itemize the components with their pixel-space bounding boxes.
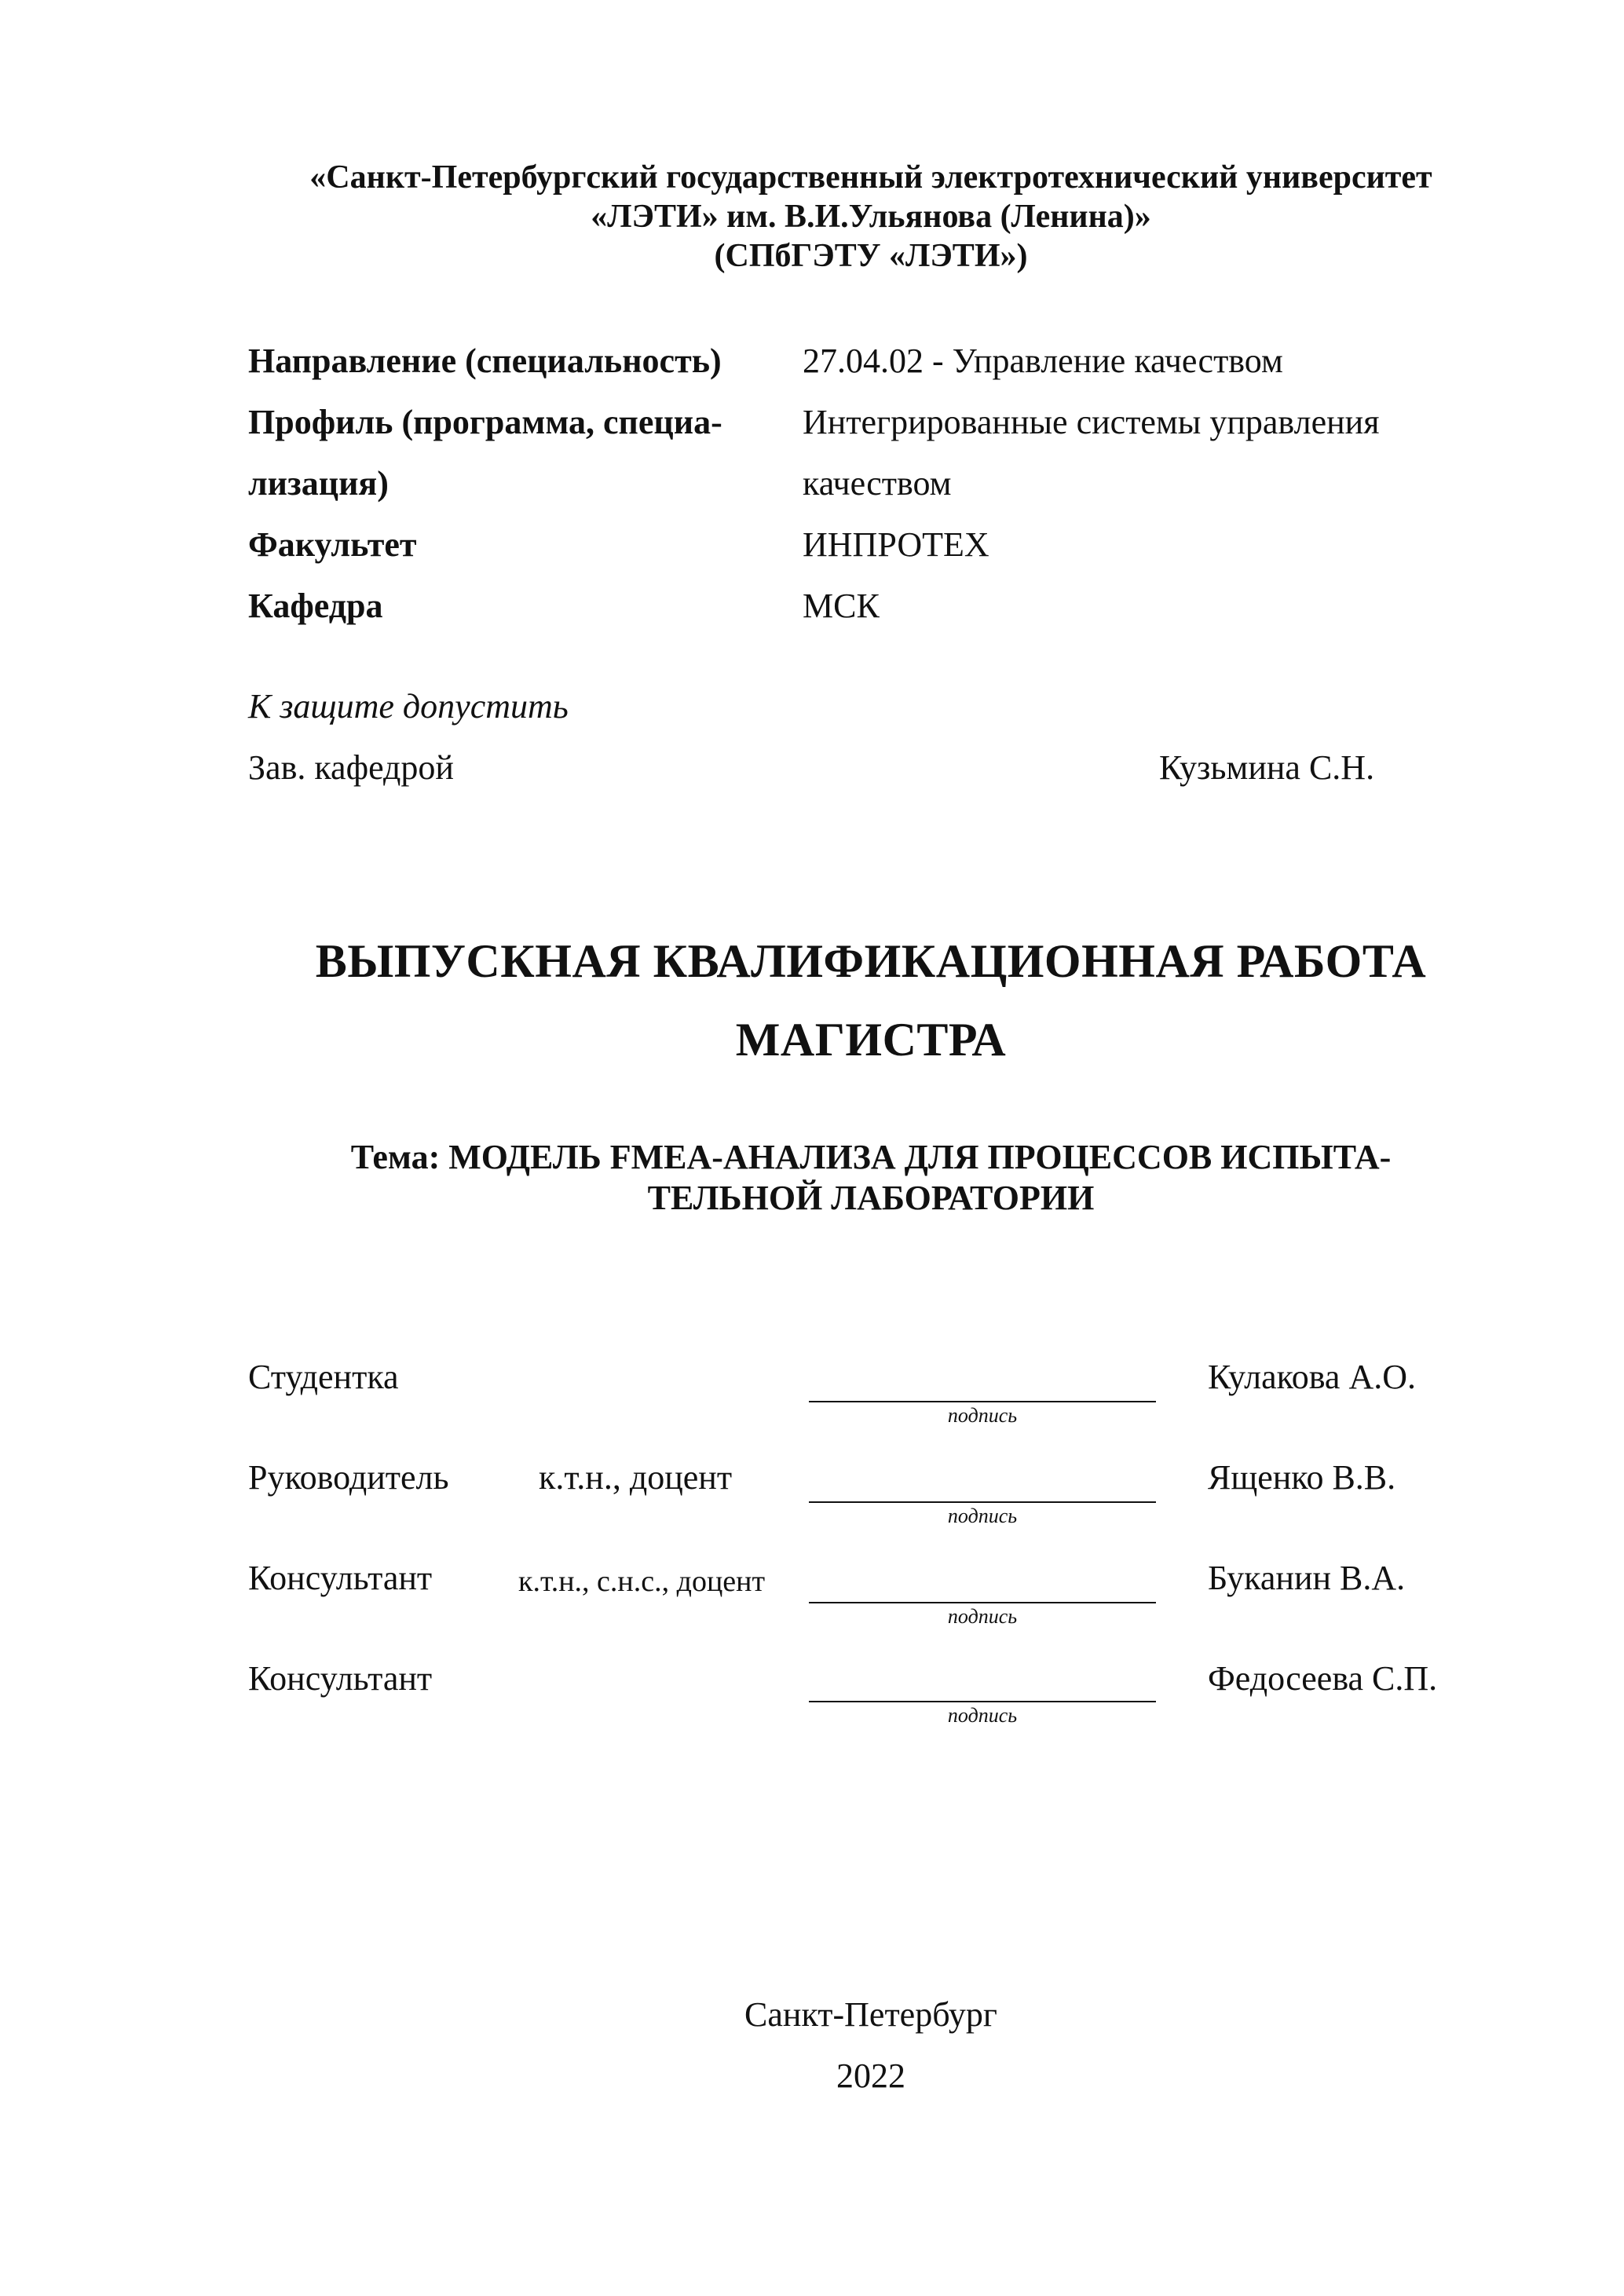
signature-name-consultant: Буканин В.А. xyxy=(1208,1559,1406,1597)
topic-line1: Тема: МОДЕЛЬ FMEA-АНАЛИЗА ДЛЯ ПРОЦЕССОВ ИСПЫТА- xyxy=(350,1138,1392,1176)
department-value: МСК xyxy=(803,587,880,625)
signature-role-consultant: Консультант xyxy=(248,1559,433,1597)
university-abbreviation: (СПбГЭТУ «ЛЭТИ») xyxy=(714,238,1028,274)
signature-line xyxy=(809,1701,1156,1702)
signature-line xyxy=(809,1401,1156,1402)
profile-value-line1: Интегрированные системы управления xyxy=(803,403,1380,441)
signature-role-supervisor: Руководитель xyxy=(248,1458,449,1497)
profile-label-line2: лизация) xyxy=(248,464,389,503)
direction-value: 27.04.02 - Управление качеством xyxy=(803,342,1283,380)
signature-role-consultant-2: Консультант xyxy=(248,1659,433,1698)
admit-to-defense: К защите допустить xyxy=(248,687,569,726)
signature-name-supervisor: Ященко В.В. xyxy=(1208,1458,1396,1497)
signature-line xyxy=(809,1602,1156,1603)
signature-caption: подпись xyxy=(947,1504,1018,1527)
signature-name-student: Кулакова А.О. xyxy=(1208,1358,1417,1396)
topic-line2: ТЕЛЬНОЙ ЛАБОРАТОРИИ xyxy=(647,1179,1095,1217)
university-name-line1: «Санкт-Петербургский государственный электротехнический университет xyxy=(309,159,1432,196)
profile-label-line1: Профиль (программа, специа- xyxy=(248,403,722,441)
head-of-department-label: Зав. кафедрой xyxy=(248,748,454,787)
signature-caption: подпись xyxy=(947,1704,1018,1727)
faculty-value: ИНПРОТЕХ xyxy=(803,525,989,564)
thesis-title-line1: ВЫПУСКНАЯ КВАЛИФИКАЦИОННАЯ РАБОТА xyxy=(315,935,1427,987)
footer-city: Санкт-Петербург xyxy=(744,1995,997,2034)
profile-value-line2: качеством xyxy=(803,464,952,503)
signature-name-consultant-2: Федосеева С.П. xyxy=(1208,1659,1438,1698)
signature-line xyxy=(809,1501,1156,1503)
signature-degree-supervisor: к.т.н., доцент xyxy=(539,1458,733,1497)
university-name-line2: «ЛЭТИ» им. В.И.Ульянова (Ленина)» xyxy=(591,199,1151,235)
faculty-label: Факультет xyxy=(248,525,417,564)
signature-degree-consultant: к.т.н., с.н.с., доцент xyxy=(518,1565,766,1598)
department-label: Кафедра xyxy=(248,587,383,625)
thesis-title-line2: МАГИСТРА xyxy=(735,1014,1007,1066)
direction-label: Направление (специальность) xyxy=(248,342,722,380)
signature-caption: подпись xyxy=(947,1404,1018,1427)
footer-year: 2022 xyxy=(836,2057,905,2095)
signature-role-student: Студентка xyxy=(248,1358,399,1396)
signature-caption: подпись xyxy=(947,1605,1018,1628)
head-of-department-name: Кузьмина С.Н. xyxy=(1159,748,1375,787)
